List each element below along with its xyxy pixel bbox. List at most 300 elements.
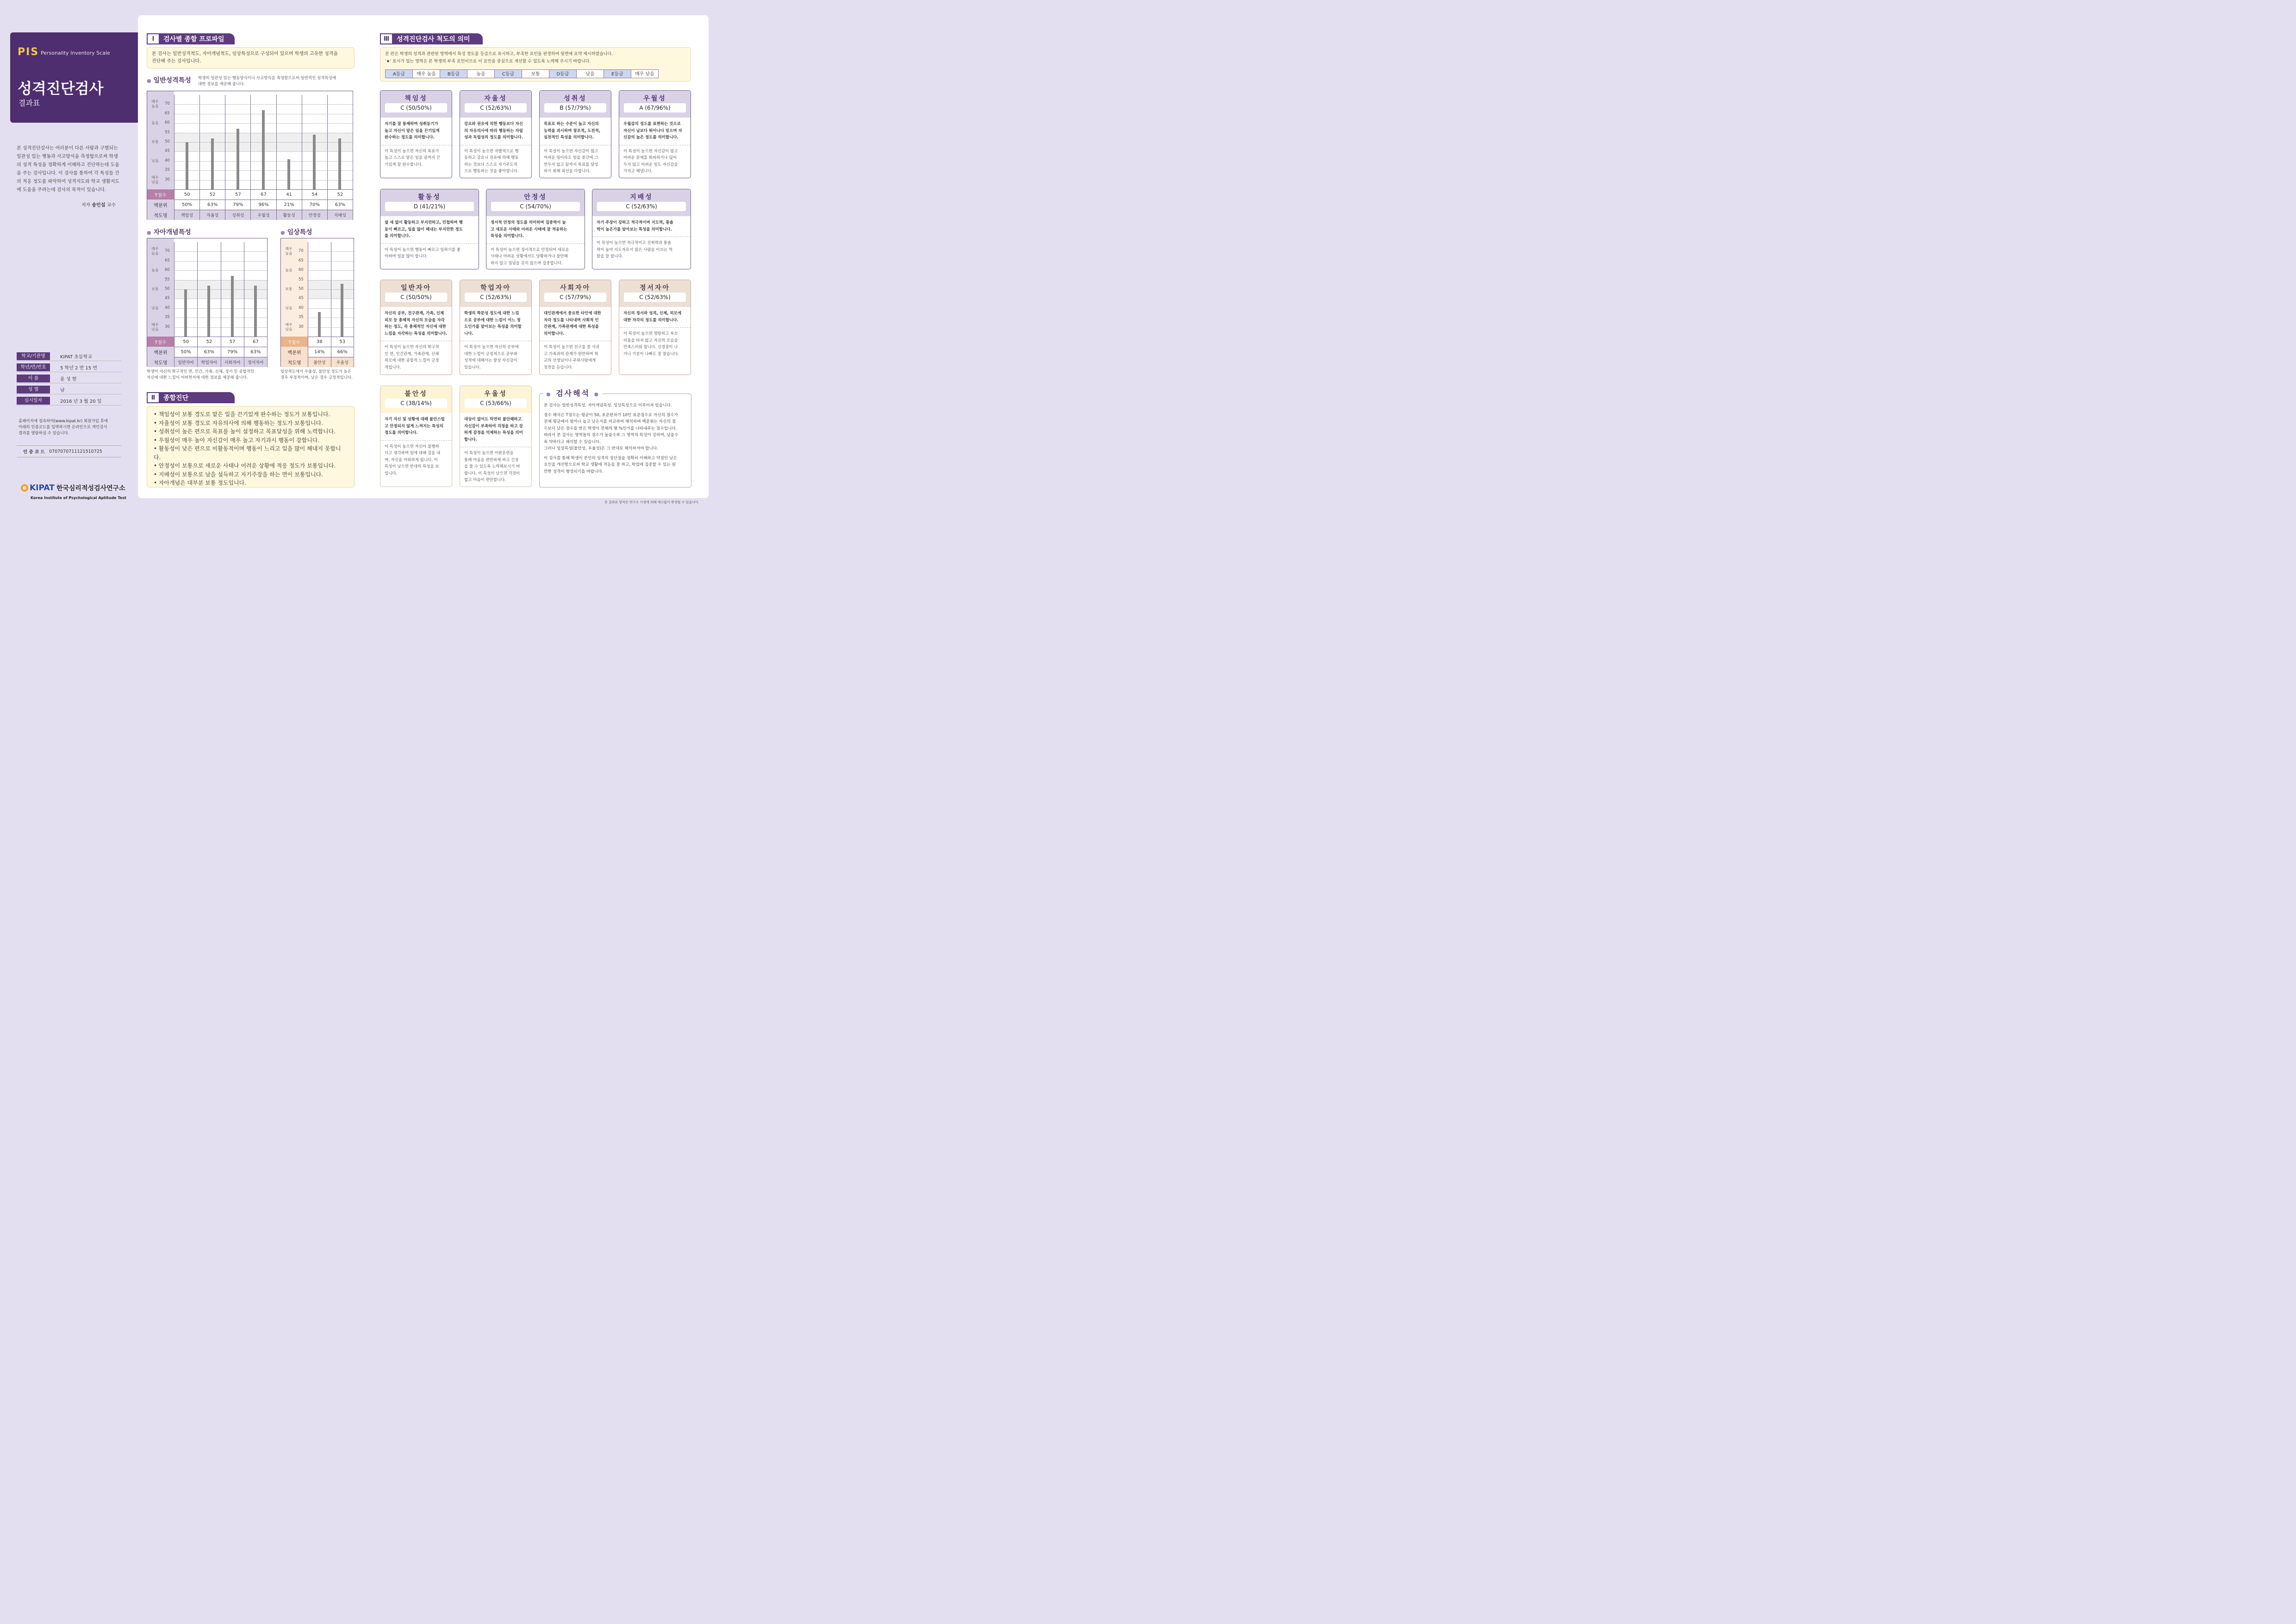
description-line: 칭찬을 듣습니다. bbox=[544, 365, 573, 370]
y-tick-label: 40 bbox=[299, 305, 304, 310]
card-grade: A (67/96%) bbox=[624, 103, 686, 112]
definition-line: 쉴 새 없이 활동하고 부지런하고, 민첩하며 행 bbox=[385, 220, 463, 225]
row-label: 백분위 bbox=[147, 200, 174, 210]
level-label: 보통 bbox=[151, 140, 159, 144]
definition-line: 간관계, 가족관계에 대한 특성을 bbox=[544, 325, 599, 329]
definition-line: 대인관계에서 중요한 타인에 대한 bbox=[544, 311, 601, 316]
description-line: 아하며 일을 많이 합니다. bbox=[385, 254, 428, 259]
intro-line: 에 도움을 주려는데 검사의 목적이 있습니다. bbox=[17, 187, 106, 193]
card-definition bbox=[460, 413, 531, 443]
student-field-label: 이 름 bbox=[17, 375, 50, 382]
card-header bbox=[460, 386, 531, 413]
student-field-value: 5 학년 2 반 15 번 bbox=[60, 366, 97, 371]
section2-header: Ⅱ 종합진단 bbox=[147, 392, 235, 403]
intro-line: 일관성 있는 행동과 사고방식을 측정함으로써 학생 bbox=[17, 154, 118, 159]
card-grade: C (53/66%) bbox=[465, 399, 527, 408]
grade-label: D등급 bbox=[549, 69, 577, 78]
y-tick-label: 65 bbox=[165, 258, 170, 263]
description-line: 이 특성이 높으면 자신의 공부에 bbox=[464, 345, 519, 350]
student-row bbox=[17, 363, 121, 372]
interp-p3: 그러나 임상특성(불안성, 우울성)은 그 반대로 해석하셔야 합니다. bbox=[544, 446, 659, 451]
y-tick-label: 70 bbox=[165, 249, 170, 254]
description-line: 사태나 어려운 상황에서도 당황하거나 불안해 bbox=[491, 254, 568, 259]
card-header bbox=[460, 91, 531, 118]
row-label: 척도명 bbox=[147, 357, 174, 367]
interp-line: 만한 성격이 형성되기를 바랍니다. bbox=[544, 469, 604, 474]
y-tick-label: 40 bbox=[165, 158, 170, 163]
grade-label: A등급 bbox=[385, 69, 413, 78]
level-label: 보통 bbox=[285, 287, 292, 291]
student-field-value: 남 bbox=[60, 388, 65, 393]
card-scale-name: 일반자아 bbox=[400, 284, 432, 292]
definition-line: 고 새로운 사태와 어려운 사태에 잘 적응하는 bbox=[491, 227, 567, 232]
definition-line: 외모 등 총체적 자신의 모습을 자각 bbox=[385, 318, 445, 323]
card-header bbox=[380, 189, 479, 216]
interp-line: 요인을 개선함으로써 학교 생활에 적응을 잘 하고, 학업에 집중할 수 있는 원 bbox=[544, 462, 676, 467]
scale-card-성취성 bbox=[539, 90, 611, 178]
page-title: 성격진단검사 bbox=[18, 80, 104, 97]
scale-name: 지배성 bbox=[328, 210, 353, 220]
scale-card-지배성 bbox=[592, 189, 691, 269]
y-tick-label: 50 bbox=[165, 287, 170, 291]
card-description bbox=[540, 145, 611, 175]
grade-level: 낮음 bbox=[576, 69, 604, 78]
summary-item: • 성취성이 높은 편으로 목표를 높이 설정하고 목표달성을 위해 노력합니다. bbox=[154, 428, 336, 435]
description-line: 이 특성이 높으면 자신의 학구적 bbox=[385, 345, 439, 350]
bar-일반자아 bbox=[184, 289, 187, 337]
y-tick-label: 55 bbox=[165, 130, 170, 135]
percentile: 79% bbox=[225, 200, 250, 210]
interpretation-text bbox=[540, 394, 691, 475]
scale-name: 자율성 bbox=[200, 210, 225, 220]
scale-card-학업자아 bbox=[460, 280, 532, 375]
card-grade: C (54/70%) bbox=[491, 202, 580, 211]
y-tick-label: 60 bbox=[299, 268, 304, 273]
t-score: 50 bbox=[174, 337, 197, 347]
card-grade: D (41/21%) bbox=[385, 202, 474, 211]
self-heading: ● 자아개념특성 bbox=[147, 227, 191, 237]
summary-item: • 활동성이 낮은 편으로 비활동적이며 행동이 느리고 일을 많이 해내지 못합니다. bbox=[154, 445, 341, 461]
description-line: 할을 잘 합니다. bbox=[597, 254, 623, 259]
definition-line: 정도를 의미합니다. bbox=[385, 431, 418, 435]
card-description bbox=[380, 341, 452, 371]
card-scale-name: 불안성 bbox=[404, 390, 428, 398]
definition-line: 대상이 없어도 막연히 불안해하고 bbox=[464, 417, 522, 422]
definition-line: 를 의미합니다. bbox=[385, 234, 411, 238]
description-line: 두지 않고 어려운 일도 자신감을 bbox=[623, 162, 678, 167]
card-description bbox=[592, 237, 691, 260]
percentile: 70% bbox=[302, 200, 327, 210]
description-line: 거나 기분이 나빠도 잘 참습니다. bbox=[623, 351, 679, 356]
homepage-note bbox=[19, 418, 123, 437]
description-line: 만족스러워 합니다. 신경질이 나 bbox=[623, 345, 678, 350]
self-caption: 학생이 자신의 학구적인 면, 인간, 가족, 신체, 정서 등 종합적인 자신에 대한 느낌이 어떠한지에 대한 정보를 제공해 줍니다. bbox=[147, 369, 255, 380]
card-definition bbox=[540, 118, 611, 141]
interpretation-title: ● 검사해석 ● bbox=[543, 387, 603, 398]
card-header bbox=[380, 280, 452, 307]
summary-item: • 안정성이 보통으로 새로운 사태나 어려운 상황에 적응 정도가 보통입니다. bbox=[154, 462, 336, 469]
student-field-value: 2016 년 3 월 20 일 bbox=[60, 399, 102, 404]
definition-line: 강요와 권유에 의한 행동보다 자신 bbox=[464, 122, 523, 126]
definition-line: 능력을 과시하며 창조적, 도전적, bbox=[544, 128, 601, 133]
t-score: 52 bbox=[328, 190, 353, 200]
y-tick-label: 45 bbox=[299, 296, 304, 301]
level-label: 매우 높음 bbox=[285, 247, 292, 256]
interpretation-box bbox=[539, 389, 691, 487]
card-header bbox=[486, 189, 585, 216]
card-definition bbox=[619, 307, 691, 324]
student-row bbox=[17, 385, 121, 394]
card-scale-name: 성취성 bbox=[564, 95, 587, 102]
interp-line: 이 검사를 통해 학생이 본인의 성격의 장단점을 정확히 이해하고 약점인 낮은 bbox=[544, 456, 677, 461]
scale-name: 일반자아 bbox=[174, 357, 197, 367]
card-scale-name: 책임성 bbox=[404, 95, 428, 102]
interp-line: 따라서 본 검사는 영역들의 점수가 높을수록 그 영역의 특성이 강하며, 낮을수 bbox=[544, 433, 678, 437]
definition-line: 하게 감정을 억제하는 특성을 의미 bbox=[464, 431, 523, 435]
scale-card-책임성 bbox=[380, 90, 452, 178]
percentile: 79% bbox=[221, 347, 244, 357]
definition-line: 의미합니다. bbox=[544, 331, 565, 336]
description-line: 이 특성이 높으면 정서적으로 안정되어 새로운 bbox=[491, 247, 569, 252]
description-line: 이 특성이 높으면 자신이 불행하 bbox=[385, 444, 439, 449]
description-line: 특성이 낮으면 반대의 특성을 보 bbox=[385, 464, 439, 469]
bar-활동성 bbox=[287, 159, 290, 189]
description-line: 만두지 않고 끝까지 목표를 달성 bbox=[544, 162, 598, 167]
interp-line: 전체 평균에서 얼마나 높고 낮은지를 비교하여 해석하며 백분위는 자신의 점 bbox=[544, 419, 676, 424]
student-row bbox=[17, 374, 121, 383]
scale-card-우울성 bbox=[460, 386, 532, 487]
student-field-value: KIPAT 초등학교 bbox=[60, 355, 92, 360]
scale-name: 책임성 bbox=[174, 210, 199, 220]
card-header bbox=[540, 91, 611, 118]
gridline bbox=[174, 104, 353, 105]
level-label: 매우 높음 bbox=[151, 100, 159, 109]
t-score: 54 bbox=[302, 190, 327, 200]
definition-line: 도인가를 알아보는 특성을 의미합 bbox=[464, 325, 522, 329]
general-caption: 학생의 일관성 있는 행동양식이나 사교방식을 측정함으로써 일반적인 성격특성에 대한 정보를 제공해 줍니다. bbox=[198, 76, 336, 87]
student-field-value: 윤 성 현 bbox=[60, 377, 77, 382]
card-description bbox=[486, 244, 585, 267]
t-score: 38 bbox=[308, 337, 331, 347]
bar-자율성 bbox=[211, 138, 214, 189]
percentile: 63% bbox=[198, 347, 220, 357]
definition-line: 자신의 정서와 성격, 신체, 외모에 bbox=[623, 311, 682, 316]
definition-line: 동이 빠르고, 일을 많이 해내는 부지런한 정도 bbox=[385, 227, 463, 232]
scale-name: 성취성 bbox=[225, 210, 250, 220]
definition-line: 자기를 잘 통제하며 성취동기가 bbox=[385, 122, 438, 126]
level-label: 낮음 bbox=[285, 306, 292, 310]
percentile: 96% bbox=[251, 200, 276, 210]
scale-card-자율성 bbox=[460, 90, 532, 178]
definition-line: 의 자유의사에 따라 행동하는 자립 bbox=[464, 128, 523, 133]
description-line: 이 특성이 높으면 명랑하고 부끄 bbox=[623, 331, 678, 336]
homepage-note-line: 아래의 인증코드를 입력하시면 온라인으로 개인검사 bbox=[19, 425, 107, 430]
description-line: 이 특성이 높으면 이완훈련을 bbox=[464, 451, 514, 456]
scale-name: 사회자아 bbox=[221, 357, 244, 367]
bar-안정성 bbox=[313, 135, 316, 189]
description-line: 높고 스스로 맡은 일을 끝까지 끈 bbox=[385, 156, 441, 160]
card-scale-name: 안정성 bbox=[524, 194, 547, 201]
scale-card-사회자아 bbox=[539, 280, 611, 375]
definition-line: 자신의 공부, 친구관계, 가족, 신체 bbox=[385, 311, 444, 316]
card-scale-name: 사회자아 bbox=[560, 284, 591, 292]
summary-item: • 책임성이 보통 경도로 맡은 일을 끈기있게 완수하는 정도가 보통입니다. bbox=[154, 411, 330, 418]
general-heading: ● 일반성격특성 bbox=[147, 75, 191, 85]
bar-지배성 bbox=[338, 138, 341, 189]
grade-label: C등급 bbox=[494, 69, 522, 78]
card-scale-name: 지배성 bbox=[630, 194, 653, 201]
level-label: 매우 높음 bbox=[151, 247, 159, 256]
level-label: 매우 낮음 bbox=[151, 322, 159, 331]
percentile: 50% bbox=[174, 200, 199, 210]
section1-info: 본 검사는 일반성격척도, 자아개념척도, 임상특성으로 구성되어 있으며 학생의 고유한 성격을 진단해 주는 검사입니다. bbox=[147, 47, 355, 69]
row-label: T점수 bbox=[147, 337, 174, 347]
card-header bbox=[380, 91, 452, 118]
clinical-heading: ● 임상특성 bbox=[280, 227, 312, 237]
y-tick-label: 70 bbox=[165, 101, 170, 106]
grade-label: E등급 bbox=[604, 69, 631, 78]
description-line: 랍니다. 이 특성이 낮으면 걱정이 bbox=[464, 471, 520, 476]
scale-name: 학업자아 bbox=[198, 357, 220, 367]
student-field-label: 학년/반/번호 bbox=[17, 363, 50, 371]
definition-line: 정서적 안정의 정도를 의미하며 집중력이 높 bbox=[491, 220, 566, 225]
description-line: 가지고 해냅니다. bbox=[623, 169, 653, 174]
t-score: 67 bbox=[244, 337, 267, 347]
description-line: 교의 선생님이나 주위사람에게 bbox=[544, 358, 596, 363]
definition-line: 합니다. bbox=[464, 437, 477, 442]
description-line: 외모에 대한 종합적 느낌이 긍정 bbox=[385, 358, 439, 363]
bar-성취성 bbox=[236, 129, 239, 189]
footer-note: 본 결과표 양식은 연구소 사정에 의해 예고없이 변경될 수 있습니다. bbox=[604, 500, 699, 504]
row-label: T점수 bbox=[147, 189, 174, 200]
summary-item: • 우월성이 매우 높아 자신감이 매우 높고 자기과시 행동이 강합니다. bbox=[154, 437, 320, 443]
summary-item: • 지배성이 보통으로 남을 설득하고 자기주장을 하는 면이 보통입니다. bbox=[154, 471, 323, 478]
t-score: 57 bbox=[221, 337, 244, 347]
definition-line: 학생의 학문성 정도에 대한 느낌 bbox=[464, 311, 519, 316]
t-score: 41 bbox=[277, 190, 302, 200]
self-chart bbox=[147, 238, 268, 367]
description-line: 이 특성이 높으면 적극적이고 진취력과 통솔 bbox=[597, 241, 672, 245]
pis-fullname: Personality Inventory Scale bbox=[41, 50, 110, 56]
scale-name: 정서자아 bbox=[244, 357, 267, 367]
t-score: 53 bbox=[331, 337, 354, 347]
row-label: 백분위 bbox=[147, 347, 174, 357]
row-label: 척도명 bbox=[147, 210, 174, 220]
card-definition bbox=[380, 307, 452, 337]
description-line: 이 특성이 높으면 자신감이 많고 bbox=[623, 149, 678, 154]
summary-item: • 자율성이 보통 경도로 자유의사에 의해 행동하는 정도가 보통입니다. bbox=[154, 419, 323, 426]
card-definition bbox=[619, 118, 691, 141]
definition-line: 높고 자신이 맡은 일을 끈기있게 bbox=[385, 128, 440, 133]
description-line: 어려운 문제를 회피하거나 덮어 bbox=[623, 156, 677, 160]
summary-item: • 자아개념은 대부분 보통 정도입니다. bbox=[154, 480, 247, 486]
scale-card-활동성 bbox=[380, 189, 479, 269]
card-header bbox=[592, 189, 691, 216]
interp-p2 bbox=[544, 412, 687, 446]
definition-line: 자기 자신 및 상황에 대해 불안스럽 bbox=[385, 417, 445, 422]
definition-line: 신감의 높은 정도를 의미합니다. bbox=[623, 135, 678, 140]
y-tick-label: 35 bbox=[165, 315, 170, 320]
card-grade: C (52/63%) bbox=[465, 293, 527, 302]
description-line: 성적에 대해서는 항상 자신감이 bbox=[464, 358, 517, 363]
card-definition bbox=[460, 118, 531, 141]
card-grade: C (52/63%) bbox=[465, 103, 527, 112]
percentile: 63% bbox=[200, 200, 225, 210]
row-label: T점수 bbox=[281, 337, 308, 347]
y-tick-label: 30 bbox=[165, 177, 170, 182]
card-header bbox=[619, 280, 691, 307]
t-score: 52 bbox=[200, 190, 225, 200]
definition-line: 력이 높은가를 알아보는 특성을 의미합니다. bbox=[597, 227, 672, 232]
section2-summary bbox=[147, 406, 355, 487]
scale-name: 안정성 bbox=[302, 210, 327, 220]
y-tick-label: 55 bbox=[299, 277, 304, 282]
grade-level: 매우 높음 bbox=[412, 69, 440, 78]
scale-card-정서자아 bbox=[619, 280, 691, 375]
card-definition bbox=[460, 307, 531, 337]
level-label: 매우 낮음 bbox=[151, 175, 159, 184]
description-line: 이 특성이 높으면 자신감이 많고 bbox=[544, 149, 598, 154]
kipat-logo-icon bbox=[20, 484, 29, 492]
description-line: 며, 자신을 미워하게 됩니다. 이 bbox=[385, 457, 438, 462]
interp-line: 수보다 낮은 점수를 받은 학생이 전체의 몇 %인가를 나타내주는 점수입니다. bbox=[544, 426, 677, 431]
intro-line: 본 성격진단검사는 여러분이 다른 사람과 구별되는 bbox=[17, 146, 118, 151]
level-label: 매우 낮음 bbox=[285, 322, 292, 331]
column-divider bbox=[267, 242, 268, 367]
bar-우울성 bbox=[341, 284, 343, 337]
auth-code: 0707070711121510725 bbox=[49, 449, 102, 454]
bar-학업자아 bbox=[207, 286, 210, 337]
scale-card-우월성 bbox=[619, 90, 691, 178]
description-line: 이 특성이 높으면 자발적으로 행 bbox=[464, 149, 519, 154]
level-label: 낮음 bbox=[151, 306, 159, 310]
y-tick-label: 70 bbox=[299, 249, 304, 254]
definition-line: 완수하는 정도를 의미합니다. bbox=[385, 135, 435, 140]
definition-line: 우월감의 정도를 표현하는 것으로 bbox=[623, 122, 681, 126]
description-line: 입니다. bbox=[385, 471, 398, 476]
y-tick-label: 60 bbox=[165, 120, 170, 125]
card-definition bbox=[380, 118, 452, 141]
y-tick-label: 60 bbox=[165, 268, 170, 273]
student-row bbox=[17, 396, 121, 406]
grade-label: B등급 bbox=[440, 69, 467, 78]
definition-line: 니다. bbox=[464, 331, 473, 336]
description-line: 하기 위해 최선을 다합니다. bbox=[544, 169, 591, 174]
bar-정서자아 bbox=[254, 286, 257, 337]
description-line: 인 면, 인간관계, 가족관계, 신체 bbox=[385, 351, 439, 356]
level-label: 높음 bbox=[285, 268, 292, 273]
interp-p1: 본 검사는 일반성격특성, 자아개념특성, 임상특성으로 이루어져 있습니다. bbox=[544, 403, 672, 408]
student-field-label: 학교/기관명 bbox=[17, 352, 50, 360]
description-line: 적입니다. bbox=[385, 365, 401, 370]
pis-logo: PIS bbox=[18, 46, 39, 58]
definition-line: 실천적인 특성을 의미합니다. bbox=[544, 135, 594, 140]
intro-line: 의 성격 특성을 정확하게 이해하고 진단하는데 도움 bbox=[17, 162, 119, 168]
card-scale-name: 활동성 bbox=[418, 194, 441, 201]
student-field-label: 실시일자 bbox=[17, 397, 50, 405]
card-grade: C (52/63%) bbox=[624, 293, 686, 302]
card-description bbox=[619, 327, 691, 357]
percentile: 63% bbox=[244, 347, 267, 357]
description-line: 기있게 잘 완수합니다. bbox=[385, 162, 423, 167]
level-label: 높음 bbox=[151, 121, 159, 125]
interp-p4 bbox=[544, 455, 687, 475]
description-line: 하는 것보다 스스로 자기주도적 bbox=[464, 162, 517, 167]
description-line: 있습니다. bbox=[464, 365, 481, 370]
y-tick-label: 65 bbox=[165, 111, 170, 116]
description-line: 다고 생각하며 일에 대해 겁을 내 bbox=[385, 451, 441, 456]
y-tick-label: 30 bbox=[165, 324, 170, 329]
intro-line: 의 적응 정도를 파악하여 성격지도와 학교 생활지도 bbox=[17, 179, 119, 184]
card-definition bbox=[592, 216, 691, 233]
card-scale-name: 정서자아 bbox=[639, 284, 671, 292]
card-description bbox=[460, 145, 531, 175]
card-header bbox=[619, 91, 691, 118]
y-tick-label: 45 bbox=[165, 149, 170, 154]
definition-line: 대한 자각의 정도를 의미합니다. bbox=[623, 318, 678, 323]
section1-header: Ⅰ 검사별 종합 프로파일 bbox=[147, 33, 235, 44]
y-tick-label: 50 bbox=[165, 139, 170, 144]
card-header bbox=[540, 280, 611, 307]
description-line: 을 풀 수 있도록 노력해보시기 바 bbox=[464, 464, 520, 469]
author-line: 저자 송인섭 교수 bbox=[81, 203, 116, 208]
description-line: 동하고 강요나 권유에 의해 행동 bbox=[464, 156, 519, 160]
card-description bbox=[619, 145, 691, 175]
description-line: 고 가족과의 관계가 원만하며 학 bbox=[544, 351, 598, 356]
percentile: 66% bbox=[331, 347, 354, 357]
intro-line: 을 주는 검사입니다. 이 검사를 통하여 각 특성들 간 bbox=[17, 171, 119, 176]
definition-line: 특성을 의미합니다. bbox=[491, 234, 524, 238]
description-line: 대한 느낌이 긍정적으로 공부와 bbox=[464, 351, 517, 356]
interp-dot-icon: ● bbox=[546, 391, 552, 397]
description-line: 하지 않고 침념을 갖지 않으며 집중합니다. bbox=[491, 261, 563, 266]
y-tick-label: 65 bbox=[299, 258, 304, 263]
description-line: 이 특성이 높으면 행동이 빠르고 일하기를 좋 bbox=[385, 247, 461, 252]
interp-line: 록 약하다고 해석할 수 있습니다. bbox=[544, 439, 601, 444]
grade-level: 보통 bbox=[522, 69, 549, 78]
section3-info: 본 란은 학생의 성격과 관련된 영역에서 특성 정도를 등급으로 표시하고, 부족한 요인을 판정하여 뒷면에 요약 제시하였습니다. '★' 표시가 있는 영역은 본 학생의 부족 요인이므로 이 요인을 중심으로 개선할 수 있도록 노력해 주시기 바랍니다. bbox=[380, 47, 691, 81]
bar-사회자아 bbox=[231, 276, 234, 337]
y-tick-label: 55 bbox=[165, 277, 170, 282]
card-definition bbox=[486, 216, 585, 240]
t-score: 50 bbox=[174, 190, 199, 200]
scale-card-일반자아 bbox=[380, 280, 452, 375]
percentile: 14% bbox=[308, 347, 331, 357]
y-tick-label: 50 bbox=[299, 287, 304, 291]
level-label: 보통 bbox=[151, 287, 159, 291]
auth-code-row: 인 증 코 드 0707070711121510725 bbox=[17, 445, 121, 457]
general-chart bbox=[147, 91, 353, 219]
card-description bbox=[380, 440, 452, 477]
definition-line: 하는 정도, 즉 총체적인 자신에 대한 bbox=[385, 325, 446, 329]
homepage-note-line: 홈페이지에 접속하여(www.kipat.kr) 회원가입 후에 bbox=[19, 419, 108, 424]
scale-name: 활동성 bbox=[277, 210, 302, 220]
clinical-chart bbox=[280, 238, 354, 367]
t-score: 52 bbox=[198, 337, 220, 347]
card-header bbox=[380, 386, 452, 413]
intro-text bbox=[17, 144, 123, 194]
description-line: 으로 행동하는 것을 좋아합니다. bbox=[464, 169, 519, 174]
student-field-label: 성 별 bbox=[17, 386, 50, 394]
y-tick-label: 35 bbox=[165, 168, 170, 173]
definition-line: 자기 주장이 강하고 적극적이며 지도력, 통솔 bbox=[597, 220, 673, 225]
definition-line: 목표로 하는 수준이 높고 자신의 bbox=[544, 122, 599, 126]
card-grade: C (38/14%) bbox=[385, 399, 447, 408]
grade-level: 높음 bbox=[467, 69, 495, 78]
description-line: 력이 높아 지도자로서 많은 사람을 이끄는 역 bbox=[597, 247, 673, 252]
card-grade: B (57/79%) bbox=[544, 103, 606, 112]
t-score: 57 bbox=[225, 190, 250, 200]
